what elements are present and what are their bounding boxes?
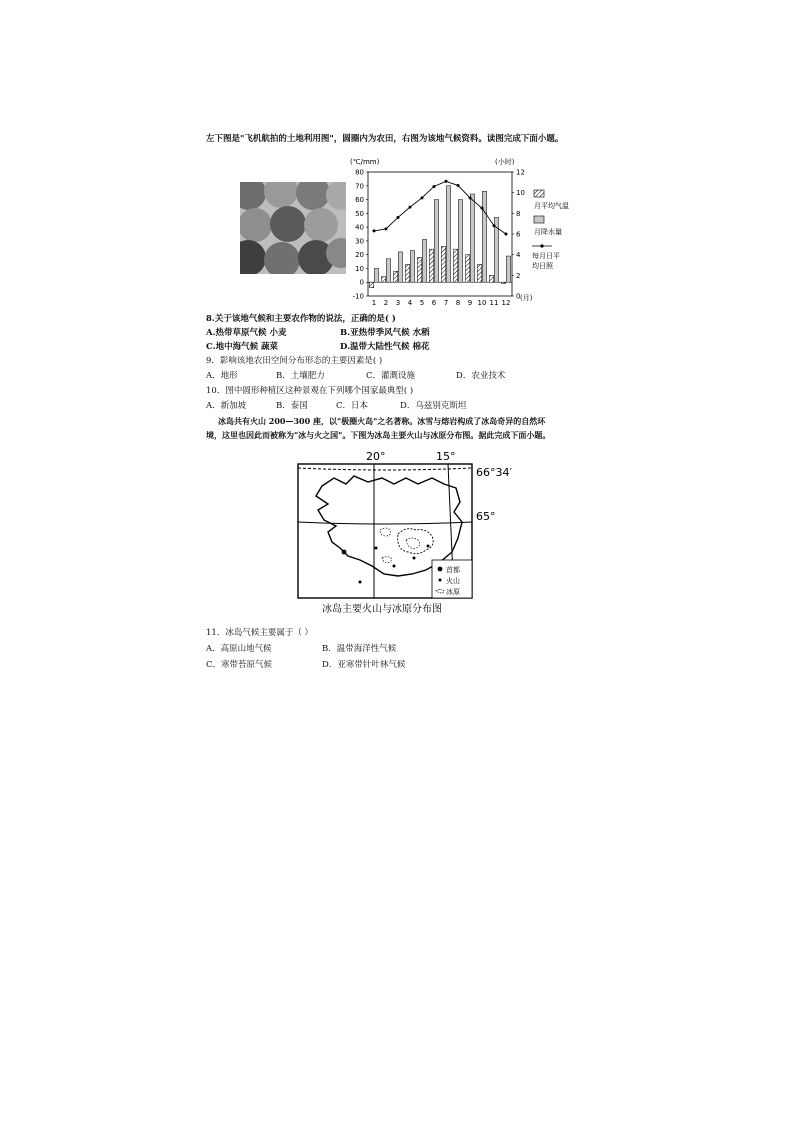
volcano-marker: [393, 565, 396, 568]
lon-20-label: 20°: [366, 450, 386, 463]
q9-option-a[interactable]: A．地形: [206, 371, 238, 381]
right-tick-label: 2: [516, 271, 521, 280]
sunshine-point: [409, 206, 412, 209]
q9-option-d[interactable]: D．农业技术: [456, 371, 506, 381]
q11-option-b[interactable]: B．温带海洋性气候: [322, 644, 397, 654]
q11-stem: 11．冰岛气候主要属于（ ）: [206, 628, 314, 638]
precip-bar: [458, 200, 462, 283]
sunshine-point: [469, 196, 472, 199]
q11-option-c[interactable]: C．寒带苔原气候: [206, 660, 273, 670]
temp-bar: [429, 249, 433, 282]
q10-stem: 10．图中圆形种植区这种景观在下列哪个国家最典型( ): [206, 386, 414, 396]
intro-text-1: 左下图是"飞机航拍的土地利用图"，圆圈内为农田，右图为该地气候资料。读图完成下面小题。: [206, 134, 564, 144]
legend-precip-swatch: [534, 216, 544, 223]
temp-bar: [441, 246, 445, 282]
right-unit-label: (小时): [495, 158, 515, 166]
q8-option-b[interactable]: B.亚热带季风气候 水稻: [340, 328, 430, 338]
temp-bar: [417, 257, 421, 282]
q9-option-b[interactable]: B．土壤肥力: [276, 371, 325, 381]
sunshine-line: [373, 180, 508, 236]
precip-bar: [410, 251, 414, 283]
temp-bar: [501, 282, 505, 283]
month-tick-label: 8: [455, 299, 461, 307]
sunshine-point: [505, 233, 508, 236]
volcano-marker: [375, 547, 378, 550]
month-tick-label: 3: [395, 299, 401, 307]
legend-temp-swatch: [534, 190, 544, 197]
legend-capital-label: 首都: [446, 566, 460, 574]
sunshine-point: [481, 207, 484, 210]
right-tick-label: 10: [516, 189, 525, 198]
left-tick-label: 70: [355, 182, 364, 191]
precip-bar: [422, 240, 426, 283]
left-tick-label: 40: [355, 223, 364, 232]
left-tick-label: 50: [355, 209, 364, 218]
temp-bar: [489, 275, 493, 282]
volcano-marker: [359, 581, 362, 584]
precip-bar: [446, 186, 450, 282]
left-tick-label: -10: [352, 292, 364, 301]
month-tick-label: 10: [477, 299, 487, 307]
chart-bars: [369, 186, 510, 288]
legend-precip-label: 月降水量: [534, 228, 562, 236]
sunshine-point: [385, 227, 388, 230]
precip-bar: [482, 191, 486, 282]
volcano-marker: [413, 557, 416, 560]
month-tick-label: 6: [431, 299, 437, 307]
capital-marker: [342, 550, 347, 555]
left-tick-label: 10: [355, 264, 364, 273]
volcano-marker: [427, 545, 430, 548]
iceland-map: [294, 448, 528, 618]
intro-text-2-line1: 冰岛共有火山 200—300 座，以"极圈火岛"之名著称。冰雪与熔岩构成了冰岛奇异的自然环: [218, 416, 546, 426]
legend-icecap-label: 冰原: [446, 588, 460, 596]
left-tick-label: 60: [355, 196, 364, 205]
right-tick-label: 6: [516, 230, 521, 239]
q8-option-d[interactable]: D.温带大陆性气候 棉花: [340, 342, 430, 352]
temp-bar: [465, 255, 469, 283]
left-tick-label: 20: [355, 251, 364, 260]
legend-temp-label: 月平均气温: [534, 202, 569, 210]
left-tick-label: 0: [359, 278, 364, 287]
q9-stem: 9．影响该地农田空间分布形态的主要因素是( ): [206, 356, 383, 366]
temp-bar: [369, 282, 373, 288]
q8-option-c[interactable]: C.地中海气候 蔬菜: [206, 342, 279, 352]
q8-option-a[interactable]: A.热带草原气候 小麦: [206, 328, 287, 338]
sunshine-point: [493, 224, 496, 227]
chart-legend: [532, 190, 569, 270]
q10-option-b[interactable]: B．泰国: [276, 401, 308, 411]
q11-option-d[interactable]: D．亚寒带针叶林气候: [322, 660, 406, 670]
sunshine-point: [397, 216, 400, 219]
precip-bar: [434, 200, 438, 283]
map-caption: 冰岛主要火山与冰原分布图: [322, 604, 442, 615]
legend-sun-label-2: 均日照: [532, 262, 553, 270]
month-tick-label: 11: [489, 299, 499, 307]
precip-bar: [470, 194, 474, 282]
month-tick-label: 7: [443, 299, 449, 307]
arctic-circle-label: 66°34′: [476, 466, 512, 479]
precip-bar: [374, 268, 378, 282]
temp-bar: [405, 264, 409, 282]
intro-text-2-line2: 境，这里也因此而被称为"冰与火之国"。下图为冰岛主要火山与冰原分布图。据此完成下面小题。: [206, 430, 551, 440]
sunshine-point: [433, 185, 436, 188]
left-unit-label: (℃/mm): [350, 158, 380, 166]
month-tick-label: 2: [383, 299, 389, 307]
precip-bar: [386, 259, 390, 282]
q10-option-d[interactable]: D．乌兹别克斯坦: [400, 401, 467, 411]
month-tick-label: 12: [501, 299, 511, 307]
sunshine-point: [445, 180, 448, 183]
month-tick-label: 9: [467, 299, 473, 307]
left-tick-label: 30: [355, 237, 364, 246]
q10-option-c[interactable]: C．日本: [336, 401, 369, 411]
temp-bar: [453, 249, 457, 282]
sunshine-point: [457, 184, 460, 187]
month-tick-label: 4: [407, 299, 413, 307]
temp-bar: [393, 271, 397, 282]
sunshine-point: [373, 229, 376, 232]
month-tick-label: 1: [371, 299, 377, 307]
left-tick-label: 80: [355, 168, 364, 177]
precip-bar: [398, 252, 402, 282]
q11-option-a[interactable]: A．高原山地气候: [206, 644, 272, 654]
right-tick-label: 4: [516, 251, 521, 260]
q10-option-a[interactable]: A．新加坡: [206, 401, 247, 411]
precip-bar: [506, 256, 510, 282]
lat-65-label: 65°: [476, 510, 496, 523]
temp-bar: [477, 264, 481, 282]
climate-chart: [340, 150, 570, 310]
right-tick-label: 12: [516, 168, 525, 177]
right-tick-label: 8: [516, 209, 521, 218]
temp-bar: [381, 277, 385, 283]
right-tick-label: 0: [516, 292, 521, 301]
legend-volcano-label: 火山: [446, 577, 460, 585]
month-unit-label: (月): [520, 294, 533, 302]
legend-sun-label-1: 每月日平: [532, 252, 560, 260]
month-tick-label: 5: [419, 299, 425, 307]
aerial-photo: [240, 182, 346, 274]
q8-stem: 8.关于该地气候和主要农作物的说法，正确的是( ): [206, 314, 396, 324]
q9-option-c[interactable]: C．灌溉设施: [366, 371, 416, 381]
lon-15-label: 15°: [436, 450, 456, 463]
sunshine-point: [421, 196, 424, 199]
